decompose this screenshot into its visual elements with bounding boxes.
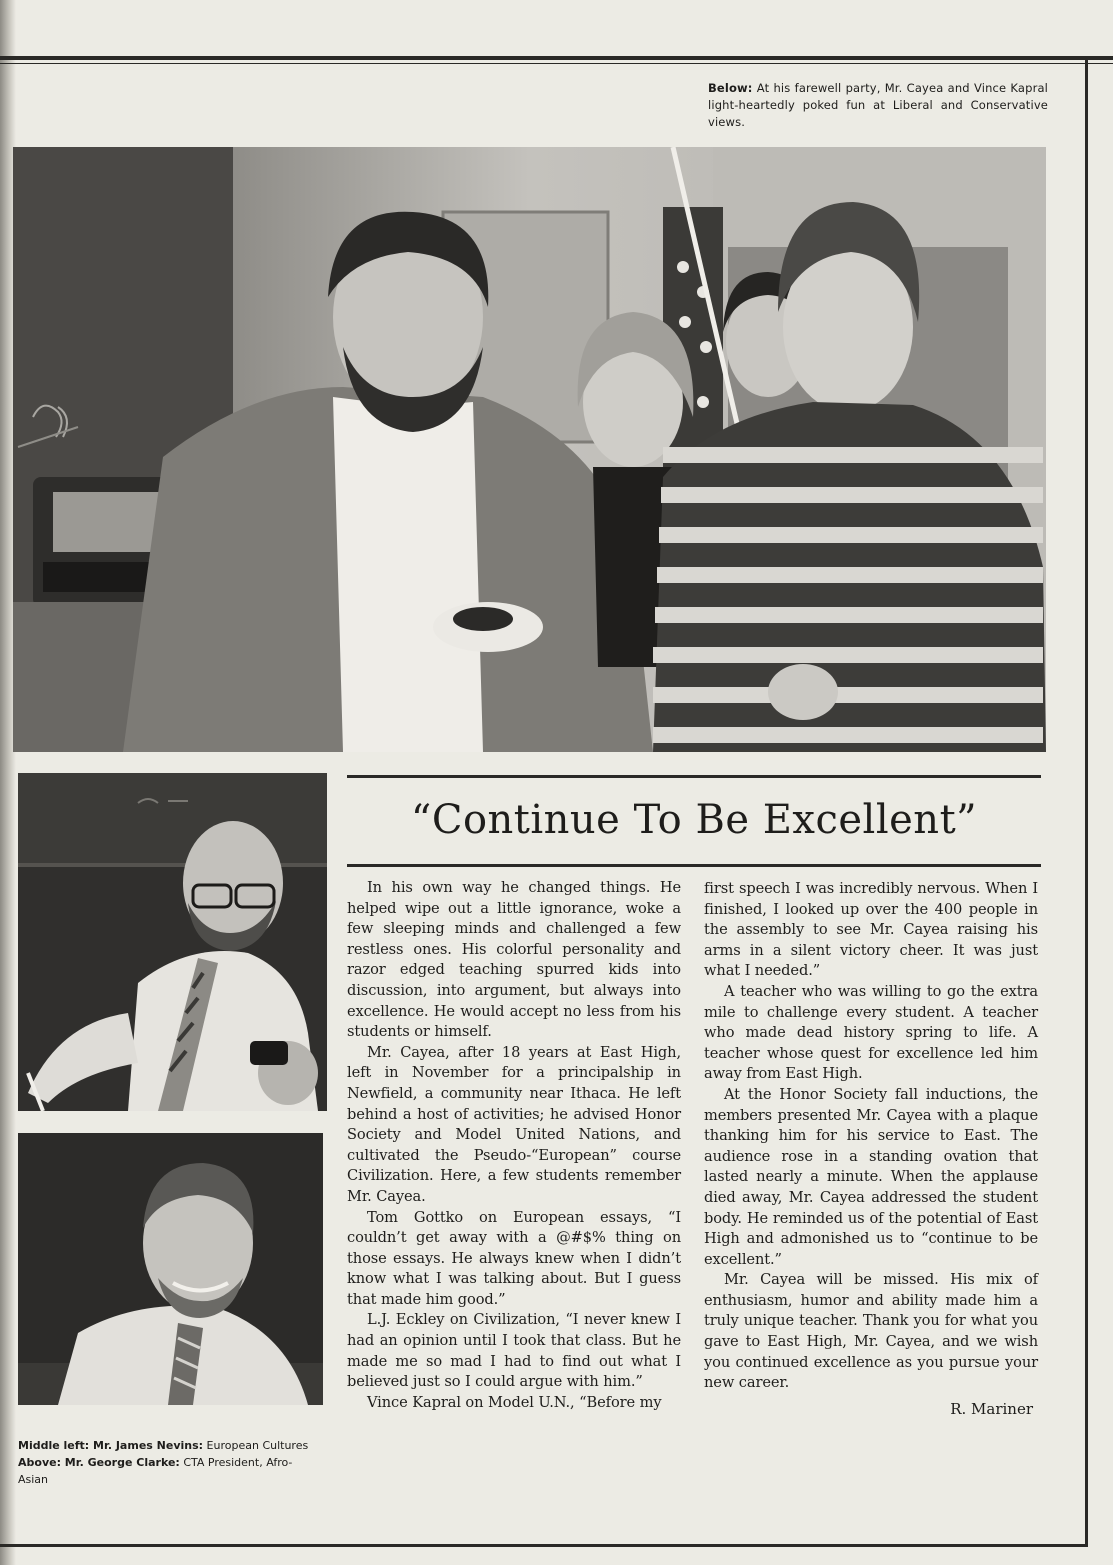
byline: R. Mariner — [950, 1400, 1033, 1418]
article-column-2 — [704, 879, 1038, 1394]
nevins-illustration — [18, 773, 327, 1111]
frame-rule-bottom — [0, 1544, 1088, 1547]
caption-line-clarke — [18, 1454, 328, 1471]
article-column-1 — [347, 878, 681, 1413]
caption-text-nevins: European Cultures — [206, 1439, 309, 1452]
clarke-illustration — [18, 1133, 323, 1405]
top-photo-caption — [708, 80, 1048, 131]
article-paragraph: At the Honor Society fall inductions, the members presented Mr. Cayea with a plaque thanking him for his service to East. The audience rose in a standing ovation that lasted nearly a minute. When the applause died away, Mr. Cayea addressed the student body. He reminded us of the potential of East High and admonished us to “continue to be excellent.” — [704, 1085, 1038, 1268]
caption-text: At his farewell party, Mr. Cayea and Vince Kapral light-heartedly poked fun at Liberal and Conservative views. — [708, 81, 1048, 129]
article-paragraph-continued: first speech I was incredibly nervous. When I finished, I looked up over the 400 people in the assembly to see Mr. Cayea raising his arms in a silent victory cheer. It was just what I needed.” — [704, 880, 1038, 980]
article-paragraph: Mr. Cayea will be missed. His mix of enthusiasm, humor and ability made him a truly unique teacher. Thank you for what you gave to East High, Mr. Cayea, and we wish you continued excellence as you pursue your new career. — [704, 1271, 1038, 1392]
caption-label: Below: — [708, 81, 753, 95]
article-paragraph: A teacher who was willing to go the extra mile to challenge every student. A teacher who made dead history spring to life. A teacher whose quest for excellence led him away from East High. — [704, 982, 1038, 1083]
frame-rule-top-thin — [0, 63, 1113, 64]
farewell-party-photo — [13, 147, 1046, 752]
farewell-party-illustration — [13, 147, 1046, 752]
headline: “Continue To Be Excellent” — [410, 797, 978, 843]
caption-text-clarke: CTA President, Afro- — [183, 1456, 293, 1469]
james-nevins-portrait — [18, 773, 327, 1111]
article-paragraph: L.J. Eckley on Civilization, “I never knew I had an opinion until I took that class. But he made me so mad I had to find out what I believed just so I could argue with him.” — [347, 1311, 681, 1391]
frame-rule-top — [0, 56, 1113, 60]
article-paragraph: Vince Kapral on Model U.N., “Before my — [367, 1393, 662, 1411]
article-paragraph: In his own way he changed things. He helped wipe out a little ignorance, woke a few sleeping minds and challenged a few restless ones. His colorful personality and razor edged teaching spurred kids into discussion, into argument, but always into excellence. He would accept no less from his students or himself. — [347, 879, 681, 1041]
caption-line-clarke-cont: Asian — [18, 1473, 49, 1486]
portrait-captions — [18, 1437, 328, 1488]
caption-label-nevins: Middle left: Mr. James Nevins: — [18, 1439, 204, 1452]
caption-label-clarke: Above: Mr. George Clarke: — [18, 1456, 180, 1469]
headline-rule-bottom — [347, 864, 1041, 867]
caption-line-nevins — [18, 1437, 328, 1454]
article-paragraph: Mr. Cayea, after 18 years at East High, left in November for a principalship in Newfield, a community near Ithaca. He left behind a host of activities; he advised Honor Society and Model United Nations, and cultivated the Pseudo-“European” course Civilization. Here, a few students remember Mr. Cayea. — [347, 1043, 681, 1205]
frame-rule-right — [1085, 56, 1088, 1546]
headline-rule-top — [347, 775, 1041, 778]
george-clarke-portrait — [18, 1133, 323, 1405]
article-paragraph: Tom Gottko on European essays, “I couldn’t get away with a @#$% thing on those essays. He always knew when I didn’t know what I was talking about. But I guess that made him good.” — [347, 1208, 681, 1308]
